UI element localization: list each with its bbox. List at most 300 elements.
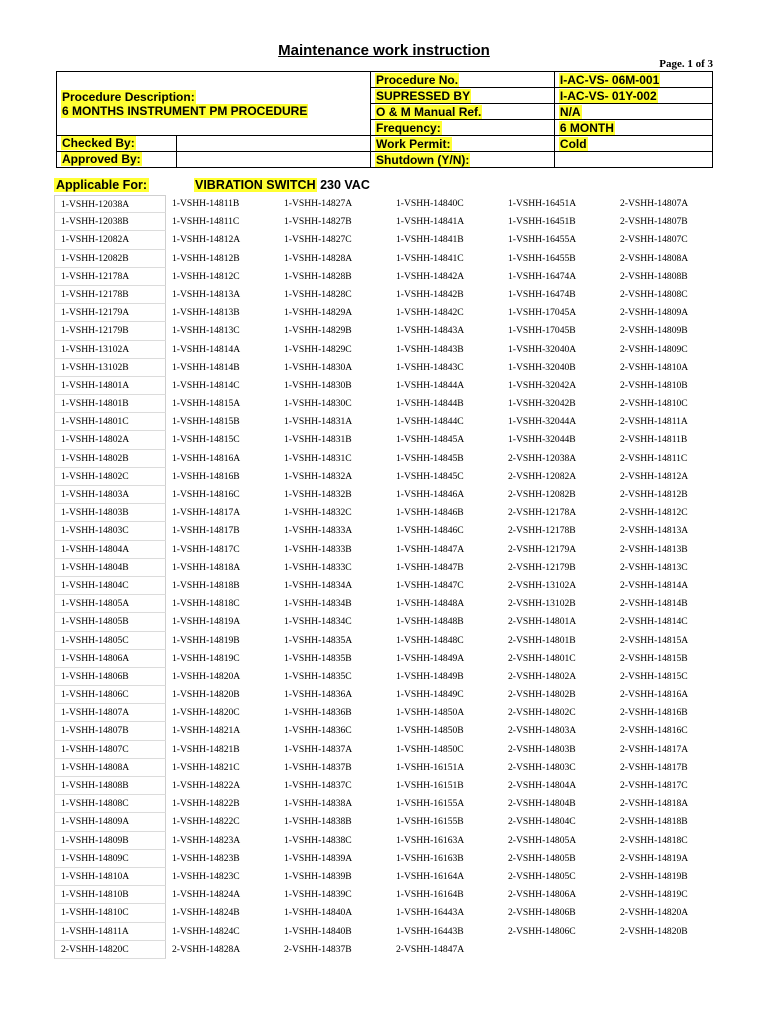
tag-cell: 1-VSHH-14821C <box>172 761 240 773</box>
tag-cell: 1-VSHH-16151B <box>396 780 464 791</box>
tag-cell: 1-VSHH-16163B <box>396 852 464 864</box>
tag-cell: 1-VSHH-12178B <box>54 286 166 304</box>
tag-cell: 1-VSHH-14818C <box>172 598 240 610</box>
om-manual-value-cell <box>554 104 712 120</box>
tag-cell: 1-VSHH-14831A <box>284 416 353 428</box>
tag-cell: 1-VSHH-32042A <box>508 379 577 391</box>
tag-cell: 1-VSHH-14833A <box>284 525 353 537</box>
tag-cell: 1-VSHH-14849C <box>396 689 464 701</box>
tag-cell: 1-VSHH-14815B <box>172 416 240 428</box>
tag-cell: 1-VSHH-14803C <box>54 522 166 540</box>
tag-cell: 2-VSHH-14802C <box>508 707 576 719</box>
tag-cell: 1-VSHH-14839C <box>284 889 352 901</box>
tag-cell: 2-VSHH-12178A <box>508 507 577 519</box>
tag-cell: 2-VSHH-14818C <box>620 834 688 846</box>
tag-cell: 1-VSHH-14806C <box>54 686 166 704</box>
frequency-value-cell <box>554 120 712 136</box>
tag-cell: 2-VSHH-14806A <box>508 889 577 901</box>
header-row <box>57 152 713 168</box>
tag-cell: 1-VSHH-14843A <box>396 325 465 337</box>
checked-by-label: Checked By: <box>62 136 135 150</box>
tag-cell: 1-VSHH-14806B <box>54 668 166 686</box>
procedure-no-value-cell <box>554 72 712 88</box>
tag-cell: 2-VSHH-14808A <box>620 252 689 264</box>
tag-cell: 2-VSHH-14804C <box>508 816 576 828</box>
tag-cell: 1-VSHH-32040B <box>508 361 576 373</box>
tag-cell: 2-VSHH-14804B <box>508 798 576 810</box>
tag-cell: 2-VSHH-14805C <box>508 870 576 882</box>
tag-cell: 2-VSHH-14801A <box>508 616 577 628</box>
tag-cell: 2-VSHH-14813A <box>620 525 689 537</box>
tag-cell: 1-VSHH-14817B <box>172 525 240 537</box>
tag-cell: 2-VSHH-14807C <box>620 234 688 246</box>
tag-cell: 1-VSHH-14802C <box>54 468 166 486</box>
tag-cell: 1-VSHH-16451A <box>508 198 577 209</box>
tag-cell: 2-VSHH-14807B <box>620 216 688 228</box>
tag-cell: 1-VSHH-14820A <box>172 670 241 682</box>
tag-cell: 2-VSHH-14818A <box>620 798 689 810</box>
tag-cell: 1-VSHH-32044B <box>508 434 576 446</box>
tag-cell: 1-VSHH-12038B <box>54 213 166 231</box>
shutdown-label: Shutdown (Y/N): <box>376 152 470 167</box>
tag-cell: 2-VSHH-14820C <box>54 941 166 959</box>
tag-cell: 2-VSHH-12179B <box>508 561 576 573</box>
tag-cell: 2-VSHH-14817B <box>620 761 688 773</box>
tag-cell: 2-VSHH-14806C <box>508 925 576 937</box>
tag-cell: 1-VSHH-14831B <box>284 434 352 446</box>
tag-cell: 1-VSHH-14842A <box>396 270 465 282</box>
tag-cell: 1-VSHH-14815A <box>172 398 241 410</box>
tag-cell: 1-VSHH-12082A <box>54 231 166 249</box>
om-manual-label: O & M Manual Ref. <box>376 104 482 119</box>
supressed-by-value: I-AC-VS- 01Y-002 <box>559 88 657 103</box>
tag-cell: 2-VSHH-14814A <box>620 579 689 591</box>
tag-cell: 1-VSHH-14844B <box>396 398 464 410</box>
checked-by-cell <box>57 136 371 152</box>
tag-cell: 1-VSHH-32044A <box>508 416 577 428</box>
tag-cell: 1-VSHH-14836B <box>284 707 352 719</box>
tag-cell: 1-VSHH-14814C <box>172 379 240 391</box>
tag-cell: 1-VSHH-14803A <box>54 486 166 504</box>
tag-cell: 1-VSHH-14832A <box>284 470 353 482</box>
tag-cell: 1-VSHH-14850C <box>396 743 464 755</box>
approved-by-cell <box>57 152 371 168</box>
tag-cell: 1-VSHH-16474A <box>508 270 577 282</box>
tag-cell: 1-VSHH-14834B <box>284 598 352 610</box>
tag-cell: 1-VSHH-17045B <box>508 325 576 337</box>
tag-cell: 2-VSHH-14803C <box>508 761 576 773</box>
tag-cell: 1-VSHH-14823A <box>172 834 241 846</box>
tag-cell: 1-VSHH-14848C <box>396 634 464 646</box>
tag-cell: 1-VSHH-16443A <box>396 907 465 919</box>
tag-cell: 1-VSHH-14827C <box>284 234 352 246</box>
tag-cell: 1-VSHH-14814B <box>172 361 240 373</box>
tag-column <box>166 195 278 959</box>
tag-cell: 1-VSHH-14848A <box>396 598 465 610</box>
tag-cell: 1-VSHH-14829C <box>284 343 352 355</box>
tag-cell: 1-VSHH-14801A <box>54 377 166 395</box>
tag-cell: 2-VSHH-14809A <box>620 307 689 319</box>
tag-cell: 1-VSHH-14817C <box>172 543 240 555</box>
tag-cell: 1-VSHH-14812C <box>172 270 240 282</box>
tag-cell: 1-VSHH-14849A <box>396 652 465 664</box>
tag-cell: 1-VSHH-32040A <box>508 343 577 355</box>
checked-by-value <box>177 136 370 151</box>
tag-cell: 2-VSHH-14803B <box>508 743 576 755</box>
tag-cell: 1-VSHH-14847C <box>396 579 464 591</box>
tag-cell: 2-VSHH-14819B <box>620 870 688 882</box>
tag-cell: 2-VSHH-12178B <box>508 525 576 537</box>
tag-cell: 2-VSHH-14801C <box>508 652 576 664</box>
tag-cell: 1-VSHH-14843B <box>396 343 464 355</box>
page-number: Page. 1 of 3 <box>659 58 713 70</box>
tag-cell: 1-VSHH-14847B <box>396 561 464 573</box>
tag-cell: 2-VSHH-14807A <box>620 198 689 209</box>
tag-cell: 2-VSHH-14805B <box>508 852 576 864</box>
supressed-by-label-cell <box>371 88 555 104</box>
tag-cell: 2-VSHH-14802B <box>508 689 576 701</box>
tag-column <box>614 195 726 941</box>
tag-cell: 1-VSHH-14824B <box>172 907 240 919</box>
tag-cell: 1-VSHH-14804C <box>54 577 166 595</box>
tag-cell: 1-VSHH-14845C <box>396 470 464 482</box>
procedure-description-cell <box>57 72 371 136</box>
tag-cell: 1-VSHH-14824A <box>172 889 241 901</box>
tag-cell: 2-VSHH-12179A <box>508 543 577 555</box>
tag-cell: 1-VSHH-14828B <box>284 270 352 282</box>
tag-cell: 2-VSHH-14809B <box>620 325 688 337</box>
tag-cell: 1-VSHH-14819B <box>172 634 240 646</box>
procedure-no-label: Procedure No. <box>376 72 459 87</box>
frequency-label: Frequency: <box>376 120 441 135</box>
tag-cell: 2-VSHH-14818B <box>620 816 688 828</box>
tag-cell: 1-VSHH-14842B <box>396 288 464 300</box>
tag-cell: 1-VSHH-14810A <box>54 868 166 886</box>
tag-cell: 1-VSHH-16155B <box>396 816 464 828</box>
tag-cell: 1-VSHH-14834C <box>284 616 352 628</box>
approved-by-label: Approved By: <box>62 152 141 166</box>
tag-cell: 1-VSHH-14813B <box>172 307 240 319</box>
tag-cell: 1-VSHH-14846B <box>396 507 464 519</box>
shutdown-label-cell <box>371 152 555 168</box>
tag-cell: 1-VSHH-14832B <box>284 489 352 500</box>
applicable-for-value-highlight: VIBRATION SWITCH <box>195 178 316 192</box>
document-title <box>0 42 768 59</box>
tag-cell: 1-VSHH-14822B <box>172 798 240 810</box>
frequency-label-cell <box>371 120 555 136</box>
tag-cell: 1-VSHH-14839A <box>284 852 353 864</box>
tag-cell: 1-VSHH-14808B <box>54 777 166 795</box>
tag-cell: 2-VSHH-14847A <box>396 943 465 955</box>
tag-cell: 2-VSHH-14810C <box>620 398 688 410</box>
tag-cell: 1-VSHH-14829B <box>284 325 352 337</box>
work-permit-label-cell <box>371 136 555 152</box>
tag-cell: 1-VSHH-14805A <box>54 595 166 613</box>
tag-cell: 1-VSHH-14811C <box>172 216 240 228</box>
tag-cell: 1-VSHH-14824C <box>172 925 240 937</box>
tag-cell: 1-VSHH-16151A <box>396 761 465 773</box>
tag-cell: 1-VSHH-14839B <box>284 870 352 882</box>
tag-cell: 1-VSHH-14820C <box>172 707 240 719</box>
tag-cell: 1-VSHH-14810C <box>54 904 166 922</box>
tag-cell: 1-VSHH-14832C <box>284 507 352 519</box>
tag-cell: 1-VSHH-14835A <box>284 634 353 646</box>
procedure-no-value: I-AC-VS- 06M-001 <box>559 72 660 87</box>
tag-cell: 1-VSHH-14801C <box>54 413 166 431</box>
tag-cell: 1-VSHH-14850A <box>396 707 465 719</box>
tag-column <box>502 195 614 941</box>
applicable-for-label: Applicable For: <box>56 178 147 192</box>
supressed-by-value-cell <box>554 88 712 104</box>
tag-cell: 1-VSHH-14817A <box>172 507 241 519</box>
tag-cell: 1-VSHH-14845B <box>396 452 464 464</box>
tag-cell: 1-VSHH-14844C <box>396 416 464 428</box>
procedure-description-value: 6 MONTHS INSTRUMENT PM PROCEDURE <box>62 103 308 118</box>
tag-cell: 1-VSHH-16451B <box>508 216 576 228</box>
tag-cell: 2-VSHH-12082B <box>508 489 576 500</box>
tag-cell: 1-VSHH-14836A <box>284 689 353 701</box>
tag-cell: 2-VSHH-14813B <box>620 543 688 555</box>
tag-cell: 1-VSHH-14848B <box>396 616 464 628</box>
tag-cell: 1-VSHH-14846C <box>396 525 464 537</box>
tag-cell: 1-VSHH-14835C <box>284 670 352 682</box>
tag-cell: 1-VSHH-14837A <box>284 743 353 755</box>
tag-cell: 1-VSHH-16164B <box>396 889 464 901</box>
tag-cell: 1-VSHH-14836C <box>284 725 352 737</box>
tag-cell: 1-VSHH-16474B <box>508 288 576 300</box>
tag-cell: 2-VSHH-14817C <box>620 780 688 791</box>
tag-cell: 2-VSHH-14811A <box>620 416 688 428</box>
tag-cell: 2-VSHH-12082A <box>508 470 577 482</box>
tag-cell: 1-VSHH-16443B <box>396 925 464 937</box>
tag-cell: 1-VSHH-32042B <box>508 398 576 410</box>
tag-cell: 2-VSHH-14805A <box>508 834 577 846</box>
tag-cell: 2-VSHH-14812B <box>620 489 688 500</box>
tag-cell: 1-VSHH-16164A <box>396 870 465 882</box>
tag-cell: 2-VSHH-14808C <box>620 288 688 300</box>
tag-cell: 1-VSHH-14847A <box>396 543 465 555</box>
tag-cell: 1-VSHH-14807B <box>54 722 166 740</box>
tag-cell: 1-VSHH-14842C <box>396 307 464 319</box>
tag-cell: 2-VSHH-13102B <box>508 598 576 610</box>
procedure-header-table <box>56 71 713 168</box>
tag-cell: 2-VSHH-14812C <box>620 507 688 519</box>
tag-cell: 1-VSHH-14830C <box>284 398 352 410</box>
tag-cell: 1-VSHH-14829A <box>284 307 353 319</box>
tag-cell: 1-VSHH-14811A <box>54 923 166 941</box>
tag-cell: 2-VSHH-14808B <box>620 270 688 282</box>
frequency-value: 6 MONTH <box>559 120 614 135</box>
tag-cell: 1-VSHH-14841C <box>396 252 464 264</box>
applicable-for-heading <box>54 178 370 192</box>
tag-cell: 2-VSHH-14816B <box>620 707 688 719</box>
tag-cell: 1-VSHH-14802A <box>54 431 166 449</box>
tag-cell: 1-VSHH-14833C <box>284 561 352 573</box>
tag-cell: 1-VSHH-14818A <box>172 561 241 573</box>
tag-cell: 2-VSHH-14803A <box>508 725 577 737</box>
tag-cell: 1-VSHH-14823C <box>172 870 240 882</box>
tag-cell: 1-VSHH-16155A <box>396 798 465 810</box>
tag-cell: 1-VSHH-14841A <box>396 216 465 228</box>
tag-cell: 2-VSHH-14814C <box>620 616 688 628</box>
tag-cell: 1-VSHH-14828A <box>284 252 353 264</box>
applicable-for-value-rest: 230 VAC <box>316 178 370 192</box>
tag-cell: 1-VSHH-14827A <box>284 198 353 209</box>
tag-cell: 1-VSHH-14838A <box>284 798 353 810</box>
tag-cell: 1-VSHH-14811B <box>172 198 240 209</box>
tag-cell: 1-VSHH-14834A <box>284 579 353 591</box>
tag-cell: 1-VSHH-14830B <box>284 379 352 391</box>
tag-cell: 1-VSHH-14807C <box>54 741 166 759</box>
tag-cell: 1-VSHH-14833B <box>284 543 352 555</box>
tag-cell: 1-VSHH-14802B <box>54 450 166 468</box>
shutdown-value-cell <box>554 152 712 168</box>
tag-cell: 2-VSHH-14820A <box>620 907 689 919</box>
tag-cell: 2-VSHH-14817A <box>620 743 689 755</box>
tag-cell: 2-VSHH-14809C <box>620 343 688 355</box>
tag-cell: 1-VSHH-14807A <box>54 704 166 722</box>
tag-cell: 2-VSHH-14801B <box>508 634 576 646</box>
tag-cell: 1-VSHH-13102A <box>54 341 166 359</box>
tag-column <box>390 195 502 959</box>
tag-cell: 1-VSHH-14816A <box>172 452 241 464</box>
tag-cell: 2-VSHH-14815A <box>620 634 689 646</box>
tag-column <box>54 195 166 959</box>
tag-cell: 1-VSHH-14804A <box>54 541 166 559</box>
tag-cell: 2-VSHH-14820B <box>620 925 688 937</box>
tag-cell: 2-VSHH-12038A <box>508 452 577 464</box>
work-permit-value-cell <box>554 136 712 152</box>
tag-cell: 1-VSHH-14838C <box>284 834 352 846</box>
tag-cell: 1-VSHH-14809A <box>54 813 166 831</box>
tag-cell: 1-VSHH-14850B <box>396 725 464 737</box>
tag-cell: 1-VSHH-14843C <box>396 361 464 373</box>
tag-cell: 2-VSHH-14828A <box>172 943 241 955</box>
tag-cell: 2-VSHH-14819C <box>620 889 688 901</box>
document-title-text: Maintenance work instruction <box>278 42 490 59</box>
tag-cell: 1-VSHH-14818B <box>172 579 240 591</box>
tag-cell: 1-VSHH-12179A <box>54 304 166 322</box>
om-manual-label-cell <box>371 104 555 120</box>
tag-cell: 1-VSHH-14821A <box>172 725 241 737</box>
tag-cell: 1-VSHH-12038A <box>54 195 166 213</box>
tag-cell: 1-VSHH-14809B <box>54 832 166 850</box>
tag-cell: 1-VSHH-14822A <box>172 780 241 791</box>
tag-cell: 2-VSHH-14814B <box>620 598 688 610</box>
tag-cell: 1-VSHH-14830A <box>284 361 353 373</box>
tag-cell: 1-VSHH-14815C <box>172 434 240 446</box>
tag-cell: 1-VSHH-14814A <box>172 343 241 355</box>
tag-cell: 2-VSHH-14815C <box>620 670 688 682</box>
tag-cell: 1-VSHH-13102B <box>54 359 166 377</box>
work-permit-value: Cold <box>559 136 587 151</box>
tag-cell: 1-VSHH-14809C <box>54 850 166 868</box>
tag-cell: 1-VSHH-14804B <box>54 559 166 577</box>
tag-cell: 1-VSHH-14846A <box>396 489 465 500</box>
tag-cell: 2-VSHH-14811B <box>620 434 688 446</box>
tag-cell: 1-VSHH-14841B <box>396 234 464 246</box>
tag-cell: 1-VSHH-14835B <box>284 652 352 664</box>
tag-cell: 1-VSHH-14816B <box>172 470 240 482</box>
tag-cell: 2-VSHH-14810A <box>620 361 689 373</box>
tag-cell: 2-VSHH-14813C <box>620 561 688 573</box>
tag-cell: 1-VSHH-14805C <box>54 632 166 650</box>
tag-cell: 1-VSHH-14840A <box>284 907 353 919</box>
tag-cell: 2-VSHH-14819A <box>620 852 689 864</box>
work-permit-label: Work Permit: <box>376 136 451 151</box>
supressed-by-label: SUPRESSED BY <box>376 88 471 103</box>
header-row <box>57 136 713 152</box>
tag-cell: 1-VSHH-14816C <box>172 489 240 500</box>
approved-by-value <box>177 152 370 167</box>
tag-cell: 2-VSHH-14810B <box>620 379 688 391</box>
tag-cell: 1-VSHH-14822C <box>172 816 240 828</box>
tag-cell: 1-VSHH-14838B <box>284 816 352 828</box>
tag-cell: 1-VSHH-14806A <box>54 650 166 668</box>
tag-cell: 1-VSHH-14803B <box>54 504 166 522</box>
tag-cell: 1-VSHH-16163A <box>396 834 465 846</box>
tag-cell: 1-VSHH-14819A <box>172 616 241 628</box>
tag-cell: 1-VSHH-12178A <box>54 268 166 286</box>
tag-cell: 1-VSHH-12082B <box>54 250 166 268</box>
tag-cell: 2-VSHH-14816C <box>620 725 688 737</box>
procedure-no-label-cell <box>371 72 555 88</box>
tag-cell: 1-VSHH-14837C <box>284 780 352 791</box>
header-row <box>57 72 713 88</box>
tag-cell: 2-VSHH-14812A <box>620 470 689 482</box>
tag-cell: 1-VSHH-14810B <box>54 886 166 904</box>
tag-cell: 1-VSHH-14813C <box>172 325 240 337</box>
tag-cell: 1-VSHH-14821B <box>172 743 240 755</box>
tag-cell: 1-VSHH-14827B <box>284 216 352 228</box>
tag-cell: 2-VSHH-14804A <box>508 780 577 791</box>
applicable-for-value <box>194 178 370 192</box>
tag-cell: 1-VSHH-14808C <box>54 795 166 813</box>
tag-cell: 1-VSHH-12179B <box>54 322 166 340</box>
tag-column <box>278 195 390 959</box>
tag-cell: 1-VSHH-14840B <box>284 925 352 937</box>
tag-cell: 2-VSHH-14802A <box>508 670 577 682</box>
tag-cell: 1-VSHH-14812A <box>172 234 241 246</box>
tag-cell: 1-VSHH-14840C <box>396 198 464 209</box>
tag-cell: 2-VSHH-13102A <box>508 579 577 591</box>
tag-cell: 1-VSHH-14845A <box>396 434 465 446</box>
tag-cell: 1-VSHH-14820B <box>172 689 240 701</box>
tag-cell: 1-VSHH-14812B <box>172 252 240 264</box>
tag-cell: 1-VSHH-14837B <box>284 761 352 773</box>
tag-cell: 1-VSHH-14844A <box>396 379 465 391</box>
tag-cell: 1-VSHH-14813A <box>172 288 241 300</box>
tag-cell: 2-VSHH-14815B <box>620 652 688 664</box>
procedure-description-label: Procedure Description: <box>62 89 195 104</box>
tag-cell: 1-VSHH-17045A <box>508 307 577 319</box>
tag-cell: 2-VSHH-14806B <box>508 907 576 919</box>
tag-cell: 1-VSHH-14823B <box>172 852 240 864</box>
tag-cell: 1-VSHH-14808A <box>54 759 166 777</box>
tag-cell: 1-VSHH-14819C <box>172 652 240 664</box>
tag-cell: 1-VSHH-16455A <box>508 234 577 246</box>
tag-cell: 2-VSHH-14837B <box>284 943 352 955</box>
om-manual-value: N/A <box>559 104 581 119</box>
tag-cell: 1-VSHH-14828C <box>284 288 352 300</box>
tag-cell: 1-VSHH-14849B <box>396 670 464 682</box>
tag-cell: 2-VSHH-14816A <box>620 689 689 701</box>
tag-cell: 1-VSHH-16455B <box>508 252 576 264</box>
tag-cell: 1-VSHH-14831C <box>284 452 352 464</box>
tag-cell: 2-VSHH-14811C <box>620 452 688 464</box>
tag-cell: 1-VSHH-14805B <box>54 613 166 631</box>
tag-cell: 1-VSHH-14801B <box>54 395 166 413</box>
